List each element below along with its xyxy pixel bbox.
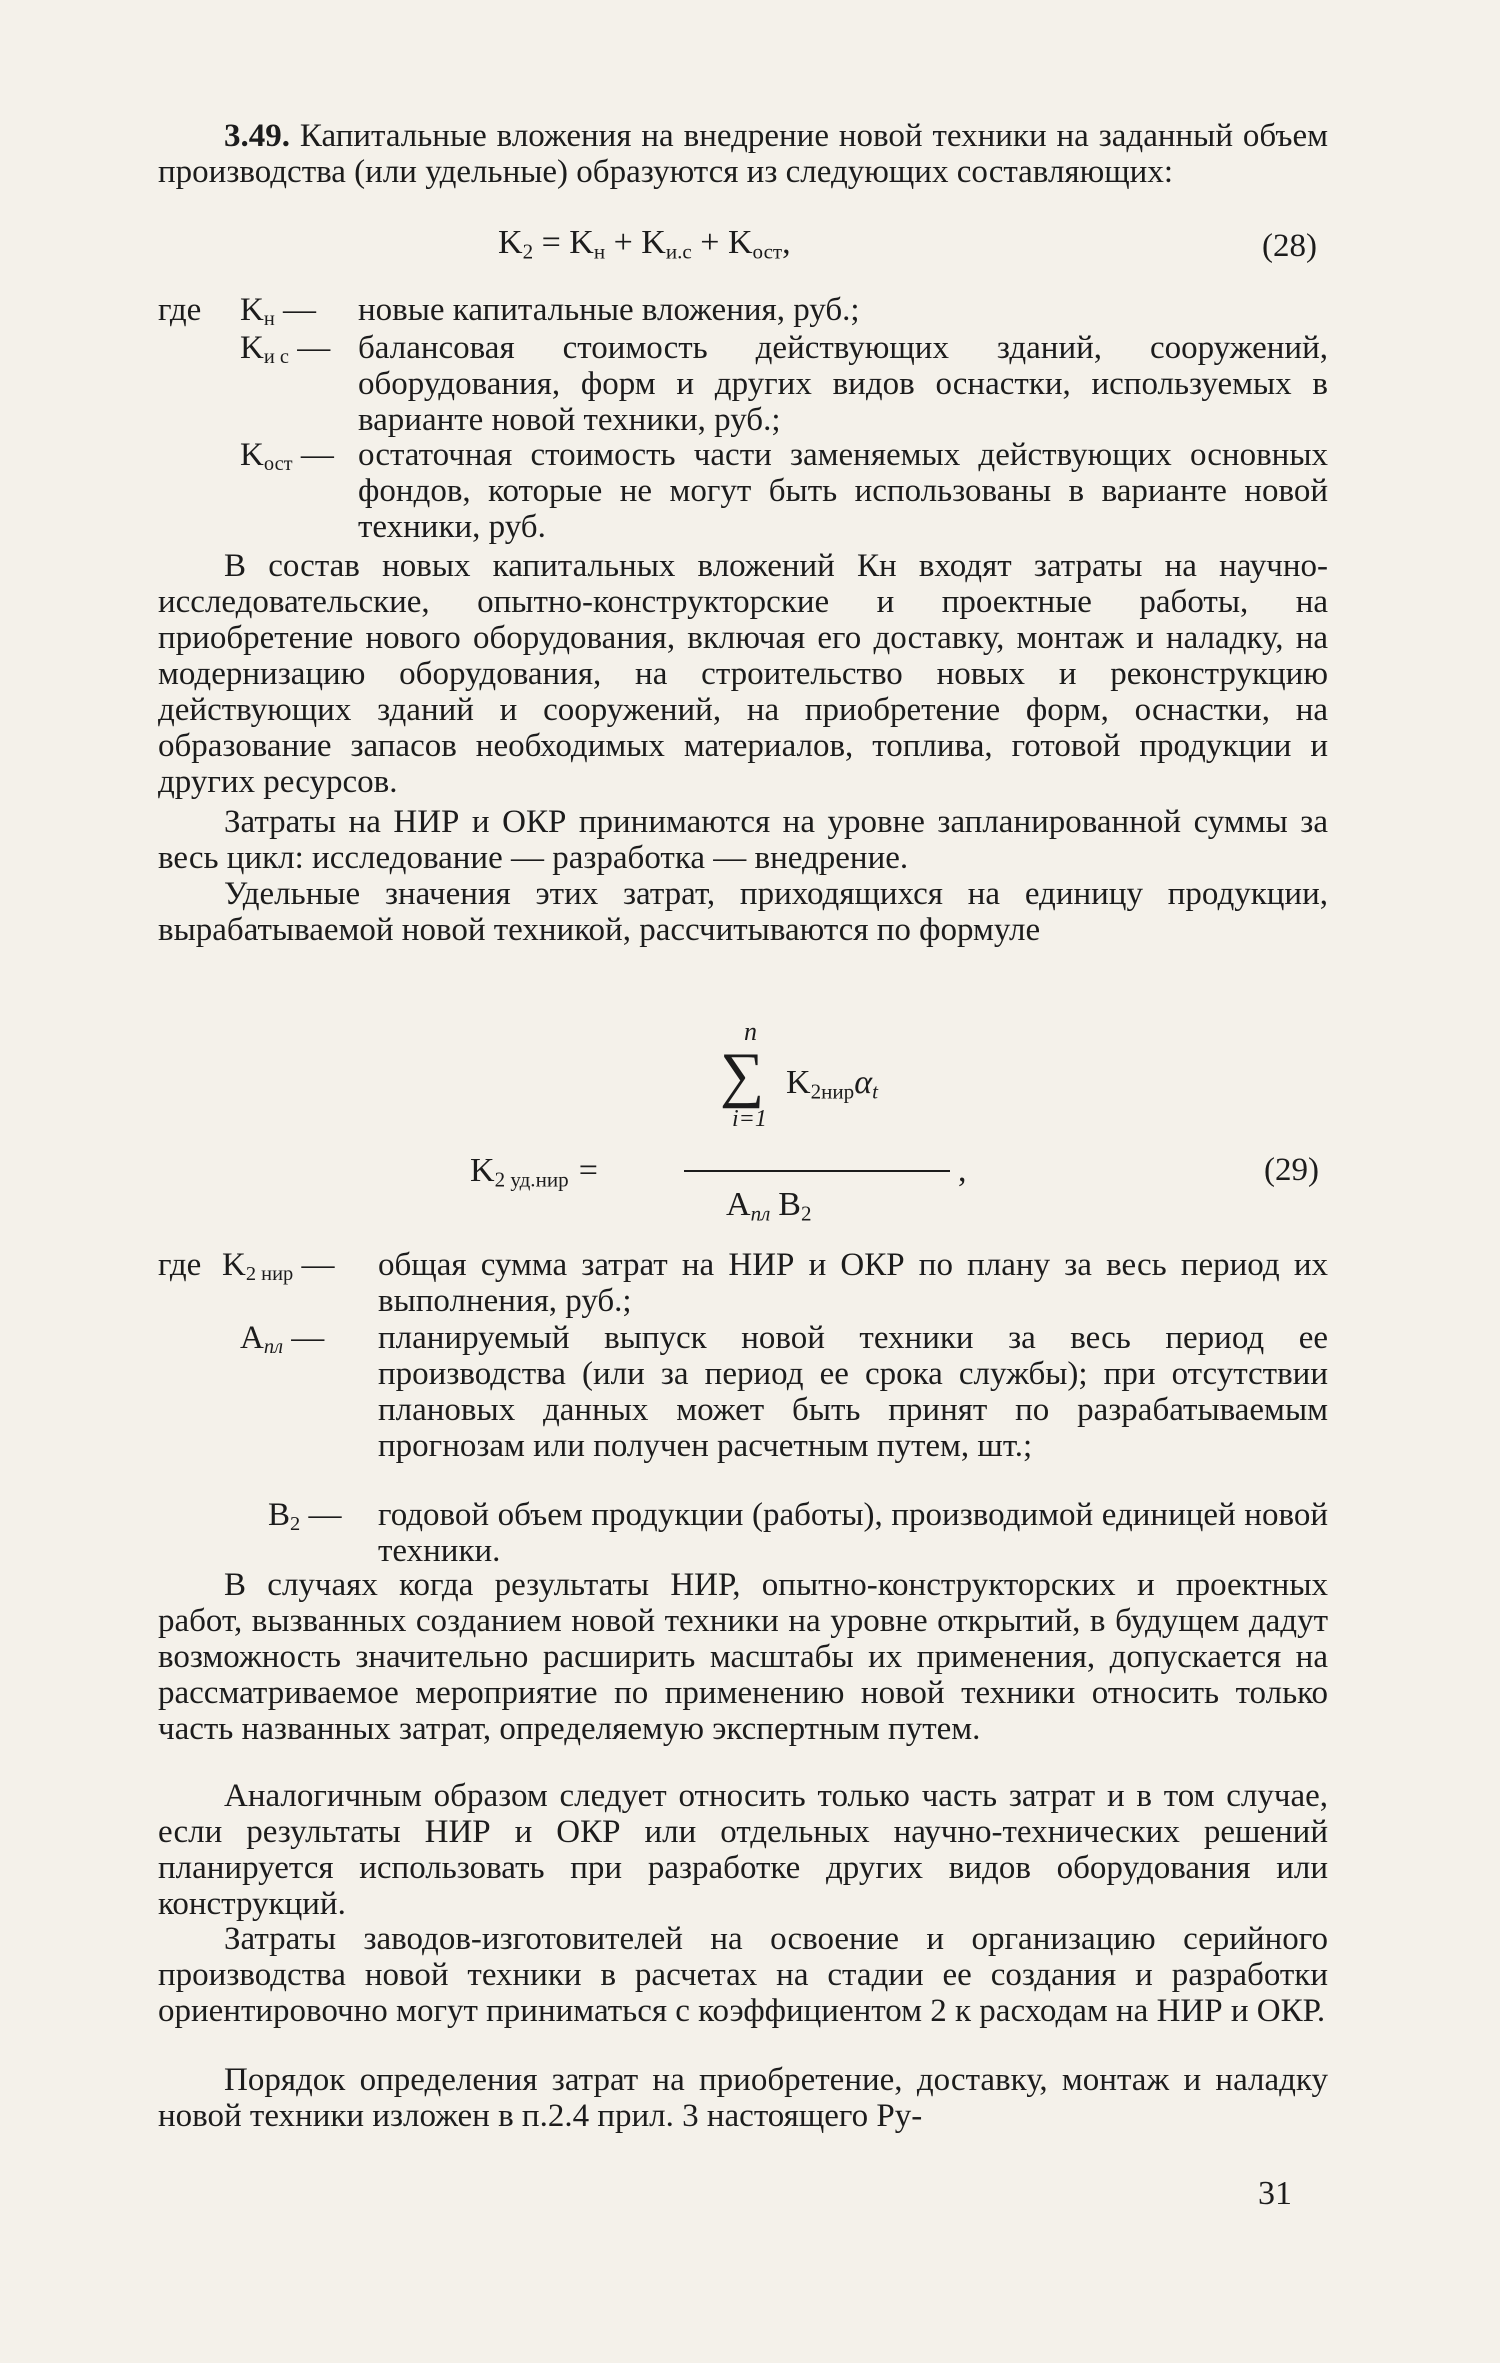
paragraph-3-49: [158, 118, 1328, 190]
where-label: где: [158, 292, 202, 328]
definition-text: новые капитальные вложения, руб.;: [358, 292, 860, 328]
symbol-subscript: 2нир: [810, 1079, 855, 1104]
formula-term: ,: [782, 224, 791, 261]
formula-term: K: [498, 224, 523, 261]
symbol: K: [240, 292, 264, 328]
definition-row: [158, 437, 1328, 547]
definition-text: планируемый выпуск новой техники за весь период ее производства (или за период ее срока службы); при отсутствии плановых данных может быть принят по разрабатываемым прогнозам или получен расчетным путем, шт.;: [378, 1320, 1328, 1464]
equation-number-29: (29): [1264, 1152, 1319, 1188]
dash: —: [300, 1497, 342, 1533]
formula-term: + K: [605, 224, 666, 261]
definition-symbol: [240, 437, 334, 482]
definition-text: годовой объем продукции (работы), производимой единицей новой техники.: [378, 1497, 1328, 1569]
definition-text: общая сумма затрат на НИР и ОКР по плану за весь период их выполнения, руб.;: [378, 1247, 1328, 1319]
definition-symbol: [240, 330, 330, 375]
fraction-bar: [684, 1170, 950, 1172]
symbol-subscript: 2: [290, 1513, 301, 1536]
formula-subscript: н: [593, 239, 606, 264]
definition-row: [158, 1320, 1328, 1500]
dash: —: [274, 292, 317, 328]
numerator-term: [786, 1064, 878, 1104]
definition-symbol: [222, 1247, 335, 1292]
symbol-subscript: пл: [263, 1336, 283, 1359]
paragraph-procedure: Порядок определения затрат на приобретение, доставку, монтаж и наладку новой техники изложен в п.2.4 прил. 3 настоящего Ру-: [158, 2062, 1328, 2134]
symbol-subscript: и с: [263, 346, 289, 369]
symbol: A: [726, 1186, 751, 1223]
paragraph-specific-values: Удельные значения этих затрат, приходящихся на единицу продукции, вырабатываемой новой техникой, рассчитываются по формуле: [158, 876, 1328, 948]
definition-symbol: [268, 1497, 341, 1542]
paragraph-capital-investments: В состав новых капитальных вложений Кн входят затраты на научно-исследовательские, опытно-конструкторские и проектные работы, на приобретение нового оборудования, включая его доставку, монтаж и наладку, на модернизацию оборудования, на строительство новых и реконструкцию действующих зданий и сооружений, на приобретение форм, оснастки, на образование запасов необходимых материалов, топлива, готовой продукции и других ресурсов.: [158, 548, 1328, 800]
symbol: K: [222, 1247, 246, 1283]
symbol: K: [470, 1152, 495, 1189]
formula-term: + K: [691, 224, 753, 261]
symbol-subscript: пл: [750, 1201, 771, 1226]
definition-text: остаточная стоимость части заменяемых действующих основных фондов, которые не могут быть использованы в варианте новой техники, руб.: [358, 437, 1328, 545]
page-number: 31: [1258, 2175, 1292, 2212]
symbol: K: [240, 437, 264, 473]
symbol-subscript: 2 уд.нир: [494, 1167, 569, 1192]
equals-sign: =: [578, 1152, 598, 1189]
definition-row: [158, 330, 1328, 440]
sum-lower-limit: i=1: [732, 1106, 767, 1132]
paragraph-nir-okr: Затраты на НИР и ОКР принимаются на уровне запланированной суммы за весь цикл: исследование — разработка — внедрение.: [158, 804, 1328, 876]
symbol-subscript: 2: [800, 1201, 812, 1226]
equation-number-28: (28): [1262, 228, 1317, 264]
definition-row: [158, 1247, 1328, 1321]
symbol-subscript: 2 нир: [245, 1263, 294, 1286]
symbol: K: [786, 1064, 811, 1101]
paragraph-analogous: Аналогичным образом следует относить только часть затрат и в том случае, если результаты НИР и ОКР или отдельных научно-технических решений планируется использовать при разработке других видов оборудования или конструкций.: [158, 1778, 1328, 1922]
formula-term: = K: [533, 224, 594, 261]
symbol: A: [240, 1320, 264, 1356]
formula-28: [498, 224, 791, 264]
sigma-symbol: ∑: [720, 1041, 765, 1109]
formula-subscript: ост: [752, 239, 783, 264]
dash: —: [292, 437, 334, 473]
formula-29-lhs: [470, 1152, 598, 1192]
formula-subscript: и.с: [665, 239, 692, 264]
alpha-symbol: α: [854, 1064, 873, 1101]
sum-upper-limit: n: [744, 1017, 757, 1046]
paragraph-plant-costs: Затраты заводов-изготовителей на освоение и организацию серийного производства новой техники в расчетах на стадии ее создания и разработки ориентировочно могут приниматься с коэффициентом 2 к расходам на НИР и ОКР.: [158, 1921, 1328, 2029]
where-label: где: [158, 1247, 202, 1283]
section-number: 3.49.: [224, 118, 290, 154]
denominator-term: [726, 1186, 812, 1226]
paragraph-discoveries: В случаях когда результаты НИР, опытно-конструкторских и проектных работ, вызванных созданием новой техники на уровне открытий, в будущем дадут возможность значительно расширить масштабы их применения, допускается на рассматриваемое мероприятие по применению новой техники относить только часть названных затрат, определяемую экспертным путем.: [158, 1567, 1328, 1747]
paragraph-text: Капитальные вложения на внедрение новой техники на заданный объем производства (или удельные) образуются из следующих составляющих:: [158, 118, 1328, 190]
dash: —: [282, 1320, 325, 1356]
definition-symbol: [240, 1320, 324, 1365]
dash: —: [288, 330, 331, 366]
symbol: B: [268, 1497, 291, 1533]
symbol: B: [778, 1186, 801, 1223]
definition-text: балансовая стоимость действующих зданий, сооружений, оборудования, форм и других видов оснастки, используемых в варианте новой техники, руб.;: [358, 330, 1328, 438]
symbol-subscript: н: [263, 308, 275, 331]
definition-row: [158, 1497, 1328, 1571]
symbol-subscript: ост: [263, 453, 293, 476]
dash: —: [293, 1247, 335, 1283]
symbol: K: [240, 330, 264, 366]
formula-subscript: 2: [522, 239, 534, 264]
formula-29-comma: ,: [958, 1152, 967, 1189]
symbol-subscript: t: [872, 1079, 878, 1104]
